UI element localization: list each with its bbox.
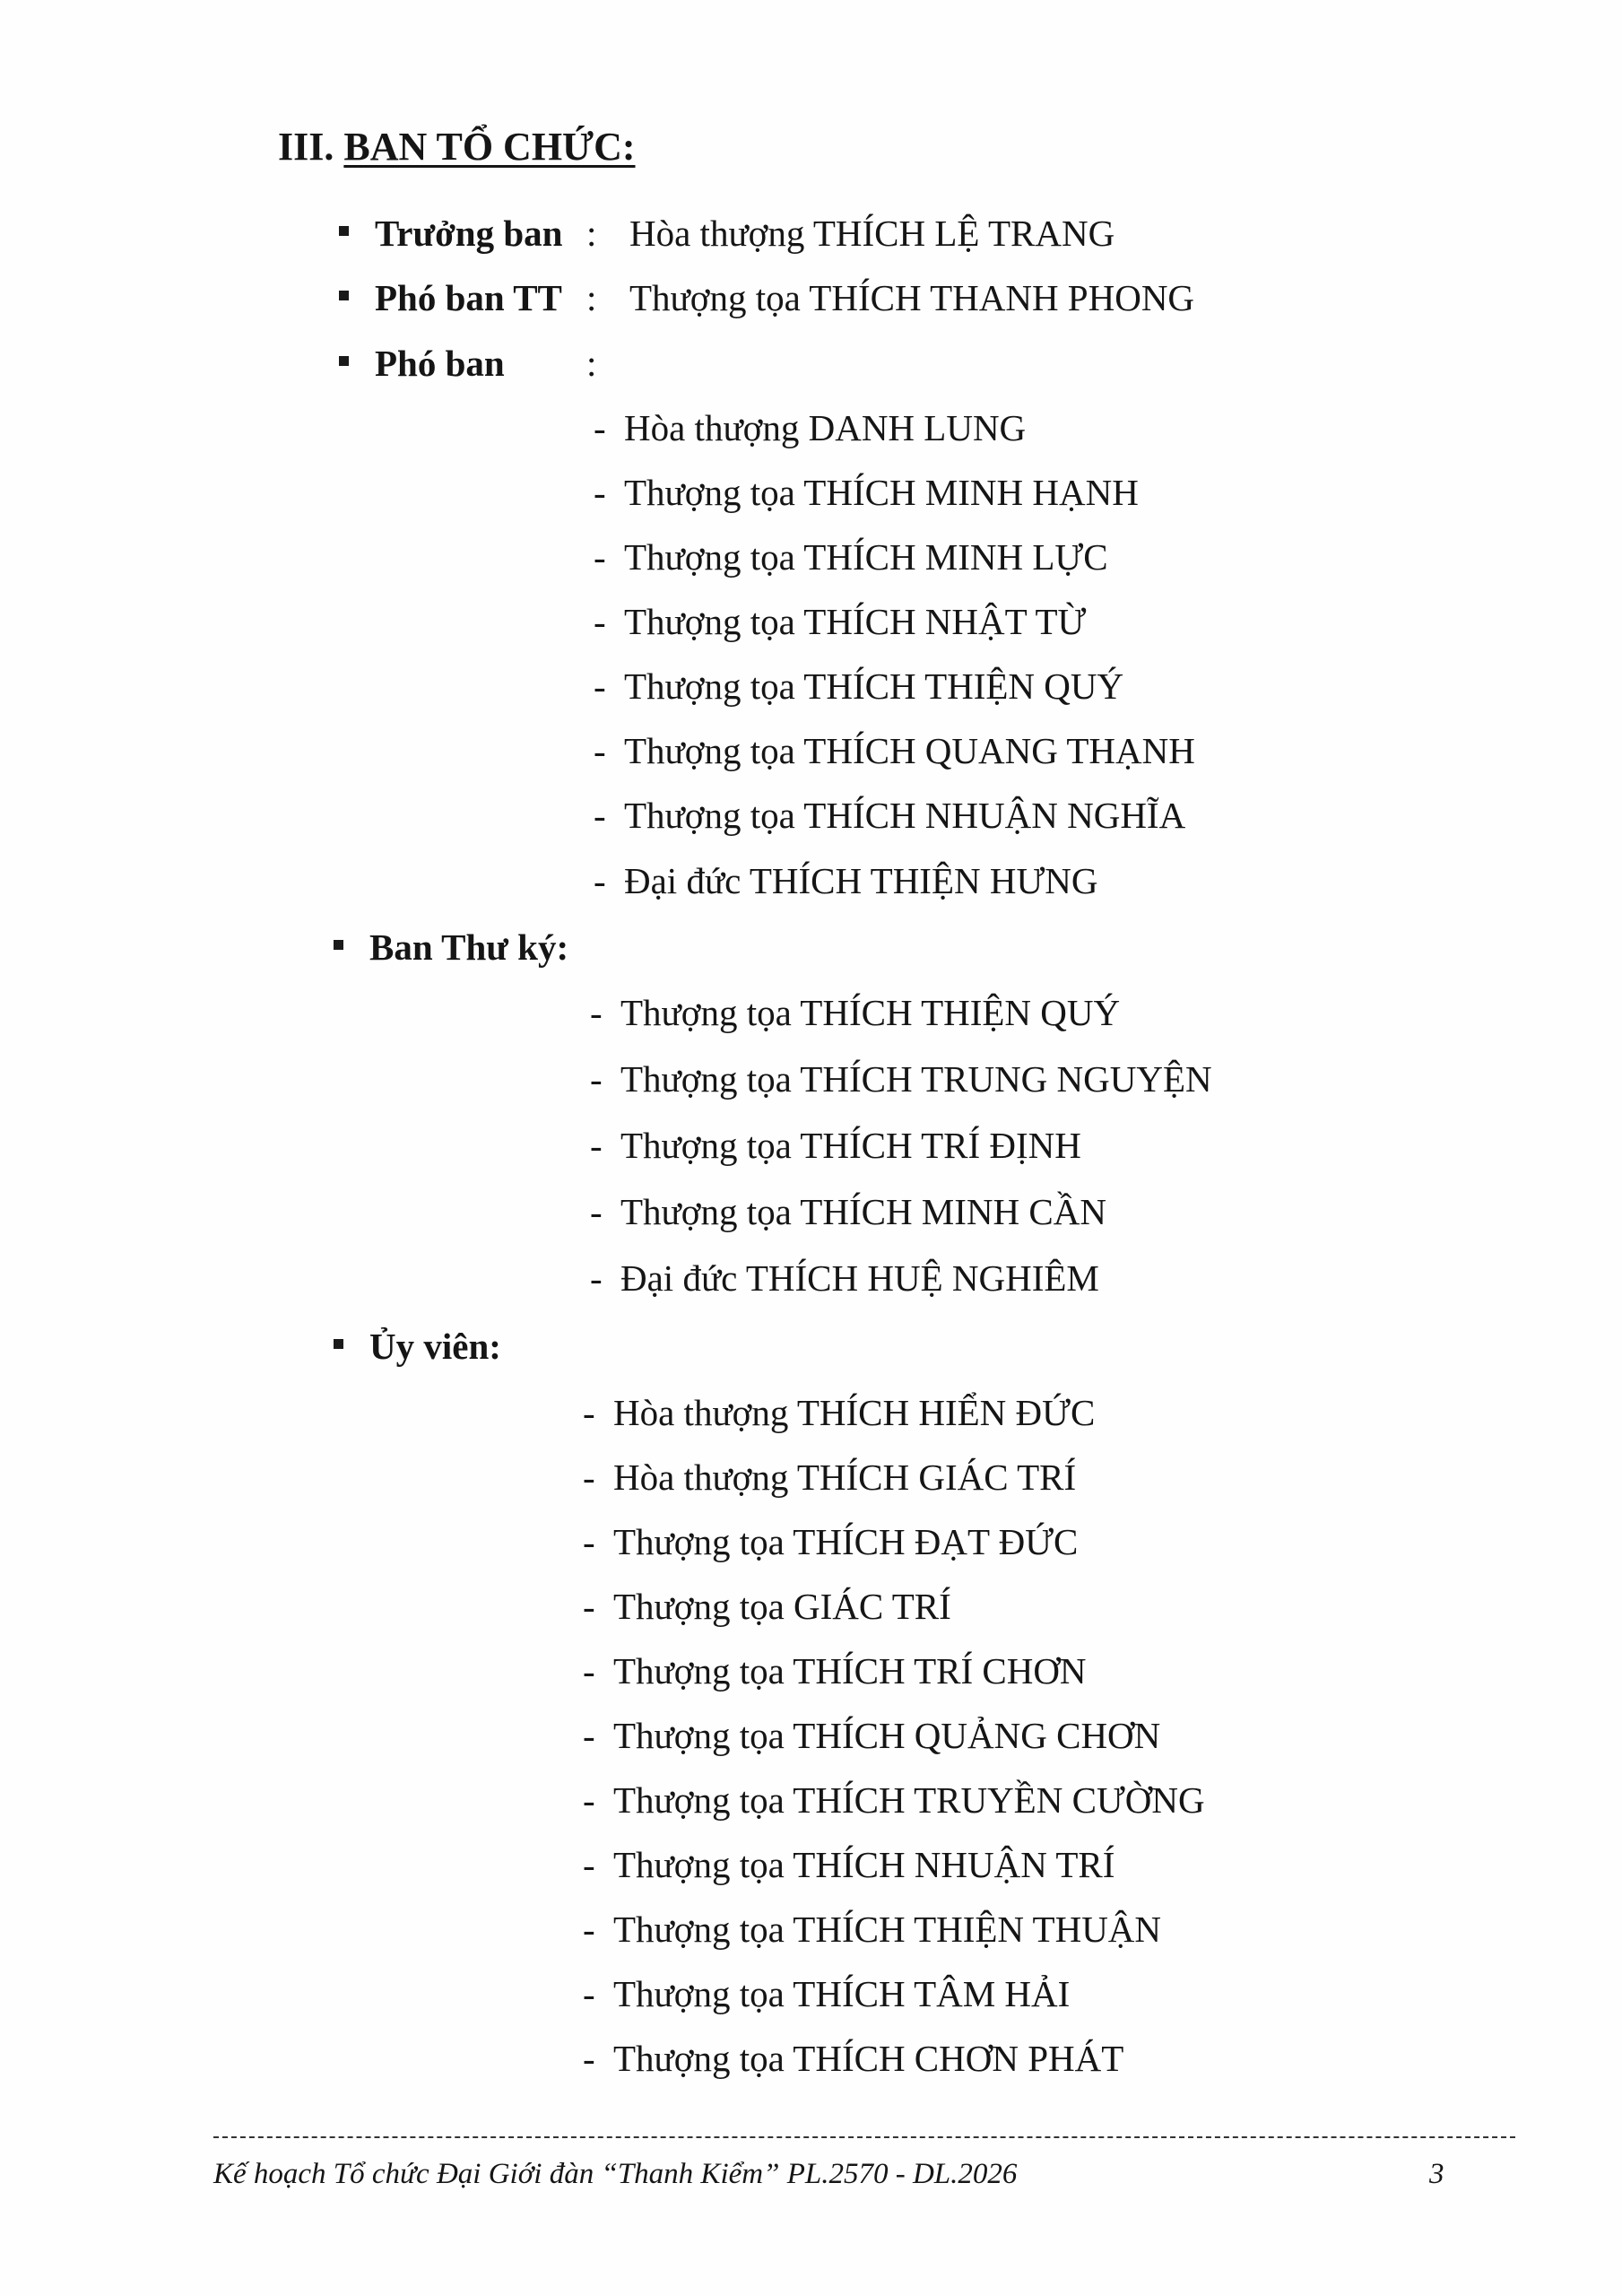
role-vice-label: Phó ban <box>375 343 505 384</box>
bullet-square-icon <box>334 940 343 950</box>
section-number: III. <box>278 125 334 169</box>
bullet-square-icon <box>339 291 349 300</box>
role-secretariat-label: Ban Thư ký: <box>369 926 569 968</box>
section-title: BAN TỔ CHỨC: <box>343 125 636 169</box>
list-item: - Đại đức THÍCH THIỆN HƯNG <box>594 860 1098 901</box>
page-number: 3 <box>1429 2158 1444 2190</box>
bullet-square-icon <box>339 226 349 236</box>
footer-title: Kế hoạch Tổ chức Đại Giới đàn “Thanh Kiểm” PL.2570 - DL.2026 <box>213 2158 1018 2190</box>
role-chair-colon: : <box>586 213 597 254</box>
list-item: - Thượng tọa THÍCH NHẬT TỪ <box>594 601 1087 642</box>
list-item: - Thượng tọa THÍCH QUANG THẠNH <box>594 730 1195 771</box>
list-item: - Thượng tọa THÍCH TRUNG NGUYỆN <box>590 1058 1212 1100</box>
list-item: - Thượng tọa THÍCH THIỆN QUÝ <box>590 992 1121 1033</box>
list-item: - Thượng tọa GIÁC TRÍ <box>583 1586 951 1627</box>
list-item: - Thượng tọa THÍCH TÂM HẢI <box>583 1973 1071 2014</box>
role-standing-vice-name: Thượng tọa THÍCH THANH PHONG <box>629 277 1195 318</box>
role-committee-label: Ủy viên: <box>369 1326 501 1367</box>
role-vice-colon: : <box>586 343 597 384</box>
list-item: - Thượng tọa THÍCH NHUẬN TRÍ <box>583 1844 1115 1885</box>
list-item: - Hòa thượng DANH LUNG <box>594 407 1027 448</box>
bullet-square-icon <box>334 1339 343 1349</box>
list-item: - Thượng tọa THÍCH TRÍ ĐỊNH <box>590 1125 1081 1166</box>
list-item: - Thượng tọa THÍCH CHƠN PHÁT <box>583 2038 1124 2079</box>
role-standing-vice-label: Phó ban TT <box>375 277 562 318</box>
list-item: - Thượng tọa THÍCH MINH HẠNH <box>594 472 1139 513</box>
role-standing-vice-colon: : <box>586 277 597 318</box>
list-item: - Thượng tọa THÍCH ĐẠT ĐỨC <box>583 1521 1079 1562</box>
list-item: - Thượng tọa THÍCH THIỆN QUÝ <box>594 665 1124 707</box>
list-item: - Thượng tọa THÍCH TRÍ CHƠN <box>583 1650 1087 1692</box>
list-item: - Thượng tọa THÍCH QUẢNG CHƠN <box>583 1715 1161 1756</box>
list-item: - Hòa thượng THÍCH GIÁC TRÍ <box>583 1457 1077 1498</box>
role-chair-name: Hòa thượng THÍCH LỆ TRANG <box>629 213 1115 254</box>
list-item: - Thượng tọa THÍCH MINH CẦN <box>590 1191 1106 1232</box>
list-item: - Thượng tọa THÍCH THIỆN THUẬN <box>583 1909 1162 1950</box>
list-item: - Đại đức THÍCH HUỆ NGHIÊM <box>590 1257 1099 1299</box>
section-heading <box>278 124 636 170</box>
list-item: - Thượng tọa THÍCH TRUYỀN CƯỜNG <box>583 1779 1205 1821</box>
list-item: - Hòa thượng THÍCH HIỂN ĐỨC <box>583 1392 1096 1433</box>
bullet-square-icon <box>339 356 349 366</box>
footer-divider <box>213 2136 1515 2138</box>
list-item: - Thượng tọa THÍCH NHUẬN NGHĨA <box>594 795 1186 836</box>
role-chair-label: Trưởng ban <box>375 213 563 254</box>
list-item: - Thượng tọa THÍCH MINH LỰC <box>594 536 1108 578</box>
